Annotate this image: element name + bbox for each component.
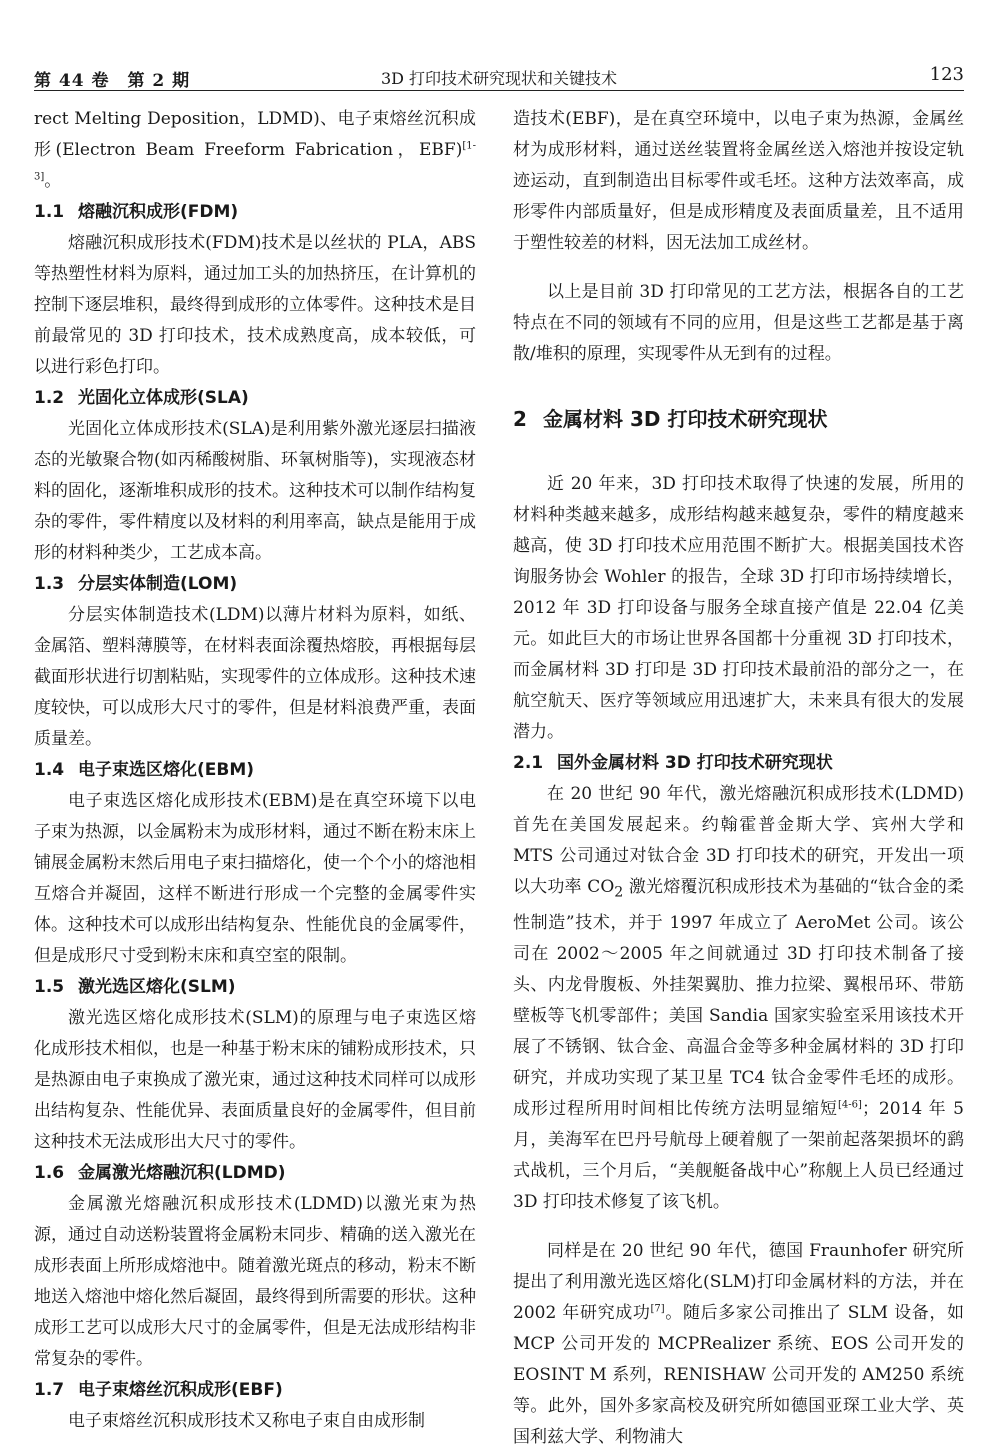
running-title: 3D 打印技术研究现状和关键技术 [380,69,618,88]
section-heading-1-3: 1.3 分层实体制造(LOM) [34,574,238,594]
summary-paragraph: 以上是目前 3D 打印常见的工艺方法，根据各自的工艺特点在不同的领域有不同的应用，但是这些工艺都是基于离散/堆积的原理，实现零件从无到有的过程。 [513,282,964,364]
section-body-2: 近 20 年来，3D 打印技术取得了快速的发展，所用的材料种类越来越多，成形结构越来越复杂，零件的精度越来越高，使 3D 打印技术应用范围不断扩大。根据美国技术咨询服务协会 Wohler 的报告，全球 3D 打印市场持续增长，2012 年 3D 打印设备与服务全球直接产值是 22.04 亿美元。如此巨大的市场让世界各国都十分重视 3D 打印技术，而金属材料 3D 打印是 3D 打印技术最前沿的部分之一，在航空航天、医疗等领域应用迅速扩大，未来具有很大的发展潜力。 [513,474,964,742]
section-heading-1-7: 1.7 电子束熔丝沉积成形(EBF) [34,1380,283,1400]
section-heading-2: 2 金属材料 3D 打印技术研究现状 [513,407,828,431]
section-body-1-3: 分层实体制造技术(LDM)以薄片材料为原料，如纸、金属箔、塑料薄膜等，在材料表面涂覆热熔胶，再根据每层截面形状进行切割粘贴，实现零件的立体成形。这种技术速度较快，可以成形大尺寸的零件，但是材料浪费严重，表面质量差。 [34,605,476,749]
citation: [7] [650,1303,665,1315]
volume-issue: 第 44 卷 第 2 期 [34,71,191,91]
section-heading-2-1: 2.1 国外金属材料 3D 打印技术研究现状 [513,753,833,773]
running-header [34,62,964,91]
section-heading-1-4: 1.4 电子束选区熔化(EBM) [34,760,255,780]
section-body-1-7: 电子束熔丝沉积成形技术又称电子束自由成形制 [68,1411,425,1431]
citation: [4-6] [838,1099,862,1111]
section-heading-1-1: 1.1 熔融沉积成形(FDM) [34,202,239,222]
section-heading-1-2: 1.2 光固化立体成形(SLA) [34,388,249,408]
section-body-1-2: 光固化立体成形技术(SLA)是利用紫外激光逐层扫描液态的光敏聚合物(如丙稀酸树脂、环氧树脂等)，实现液态材料的固化，逐渐堆积成形的技术。这种技术可以制作结构复杂的零件，零件精度以及材料的利用率高，缺点是能用于成形的材料种类少，工艺成本高。 [34,419,476,563]
section-heading-1-5: 1.5 激光选区熔化(SLM) [34,977,236,997]
section-body-1-1: 熔融沉积成形技术(FDM)技术是以丝状的 PLA，ABS 等热塑性材料为原料，通过加工头的加热挤压，在计算机的控制下逐层堆积，最终得到成形的立体零件。这种技术是目前最常见的 3D 打印技术，技术成熟度高，成本较低，可以进行彩色打印。 [34,233,476,377]
section-body-1-5: 激光选区熔化成形技术(SLM)的原理与电子束选区熔化成形技术相似，也是一种基于粉末床的铺粉成形技术，只是热源由电子束换成了激光束，通过这种技术同样可以成形出结构复杂、性能优异、表面质量良好的金属零件，但目前这种技术无法成形出大尺寸的零件。 [34,1008,476,1152]
section-body-2-1-para2: 同样是在 20 世纪 90 年代，德国 Fraunhofer 研究所提出了利用激光选区熔化(SLM)打印金属材料的方法，并在 2002 年研究成功[7]。随后多家公司推出了 SLM 设备，如 MCP 公司开发的 MCPRealizer 系统、EOS 公司开发的 EOSINT M 系列，RENISHAW 公司开发的 AM250 系统等。此外，国外多家高校及研究所如德国亚琛工业大学、英国利兹大学、利物浦大 [513,1241,965,1448]
intro-paragraph: rect Melting Deposition，LDMD)、电子束熔丝沉积成形(Electron Beam Freeform Fabrication，EBF)[1-3]。 [34,109,476,191]
section-body-1-4: 电子束选区熔化成形技术(EBM)是在真空环境下以电子束为热源，以金属粉末为成形材料，通过不断在粉末床上铺展金属粉末然后用电子束扫描熔化，使一个个小的熔池相互熔合并凝固，这样不断进行形成一个完整的金属零件实体。这种技术可以成形出结构复杂、性能优良的金属零件，但是成形尺寸受到粉末床和真空室的限制。 [34,791,476,966]
page-number: 123 [929,64,964,85]
right-column [513,104,964,1453]
citation: [1-3] [34,140,476,183]
left-column [34,104,476,1437]
section-body-2-1-para1: 在 20 世纪 90 年代，激光熔融沉积成形技术(LDMD)首先在美国发展起来。约翰霍普金斯大学、宾州大学和 MTS 公司通过对钛合金 3D 打印技术的研究，开发出一项以大功率 $CO_2$ 激光熔覆沉积成形技术为基础的“钛合金的柔性制造”技术，并于 1997 年成立了 AeroMet 公司。该公司在 2002～2005 年之间就通过 3D 打印技术制备了接头、内龙骨腹板、外挂架翼肋、推力拉梁、翼根吊环、带筋壁板等飞机零部件；美国 Sandia 国家实验室采用该技术开展了不锈钢、钛合金、高温合金等多种金属材料的 3D 打印研究，并成功实现了某卫星 TC4 钛合金零件毛坯的成形。成形过程所用时间相比传统方法明显缩短[4-6]；2014 年 5 月，美海军在巴丹号航母上硬着舰了一架前起落架损坏的鹞式战机，三个月后，“美舰艇备战中心”称舰上人员已经通过 3D 打印技术修复了该飞机。 [513,784,964,1213]
section-body-1-6: 金属激光熔融沉积成形技术(LDMD)以激光束为热源，通过自动送粉装置将金属粉末同步、精确的送入激光在成形表面上所形成熔池中。随着激光斑点的移动，粉末不断地送入熔池中熔化然后凝固，最终得到所需要的形状。这种成形工艺可以成形大尺寸的金属零件，但是无法成形结构非常复杂的零件。 [34,1194,476,1369]
section-heading-1-6: 1.6 金属激光熔融沉积(LDMD) [34,1163,286,1183]
section-body-1-7-continued: 造技术(EBF)，是在真空环境中，以电子束为热源，金属丝材为成形材料，通过送丝装置将金属丝送入熔池并按设定轨迹运动，直到制造出目标零件或毛坯。这种方法效率高，成形零件内部质量好，但是成形精度及表面质量差，且不适用于塑性较差的材料，因无法加工成丝材。 [513,109,964,253]
